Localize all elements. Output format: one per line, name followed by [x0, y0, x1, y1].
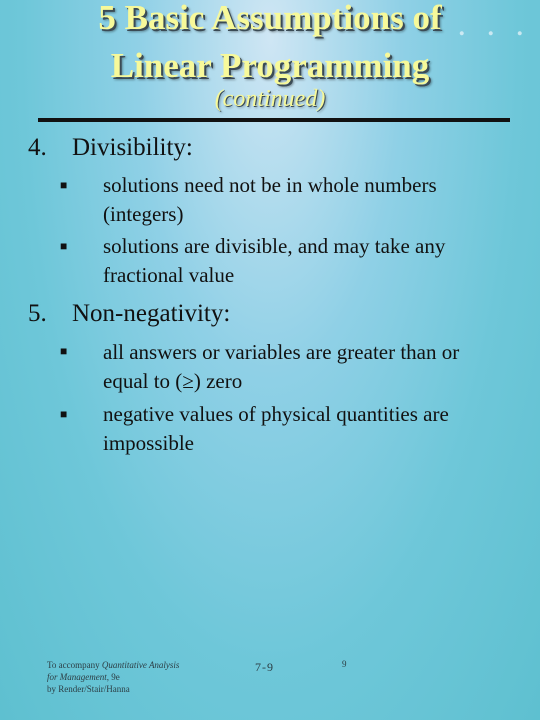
footer-text: To accompany	[47, 660, 102, 670]
slide-reference: 7-9	[255, 660, 274, 674]
footer-edition: , 9e	[106, 672, 120, 682]
bullet-line: impossible	[103, 431, 195, 455]
bullet-icon: ■	[60, 407, 68, 421]
bullet-icon: ■	[60, 239, 68, 253]
bullet-line: equal to (≥) zero	[103, 369, 243, 393]
page-number: 9	[342, 659, 347, 669]
bullet-icon: ■	[60, 344, 68, 358]
bullet-icon: ■	[60, 178, 68, 192]
bullet-line: solutions need not be in whole numbers	[103, 173, 437, 197]
title-line-1: 5 Basic Assumptions of	[98, 0, 442, 37]
section-label: Non-negativity:	[72, 300, 231, 327]
bullet-text	[103, 232, 523, 290]
bullet-text	[103, 171, 523, 229]
bullet-line: negative values of physical quantities are	[103, 402, 449, 426]
title-line-2: Linear Programming	[110, 46, 430, 85]
bullet-text	[103, 400, 523, 458]
section-number: 4.	[28, 134, 47, 161]
bullet-line: (integers)	[103, 202, 184, 226]
footer-book-title: for Management	[47, 672, 107, 682]
decorative-dots: . . .	[457, 6, 530, 43]
section-label: Divisibility:	[72, 134, 193, 161]
bullet-line: all answers or variables are greater than or	[103, 340, 460, 364]
bullet-line: solutions are divisible, and may take any	[103, 234, 446, 258]
section-number: 5.	[28, 300, 47, 327]
footer-citation	[47, 659, 179, 695]
footer-book-title: Quantitative Analysis	[101, 660, 180, 670]
footer-authors: by Render/Stair/Hanna	[47, 684, 130, 694]
slide-title	[0, 0, 540, 84]
title-divider	[38, 118, 510, 122]
bullet-line: fractional value	[103, 263, 235, 287]
bullet-text	[103, 338, 523, 396]
slide-subtitle: (continued)	[214, 86, 326, 112]
